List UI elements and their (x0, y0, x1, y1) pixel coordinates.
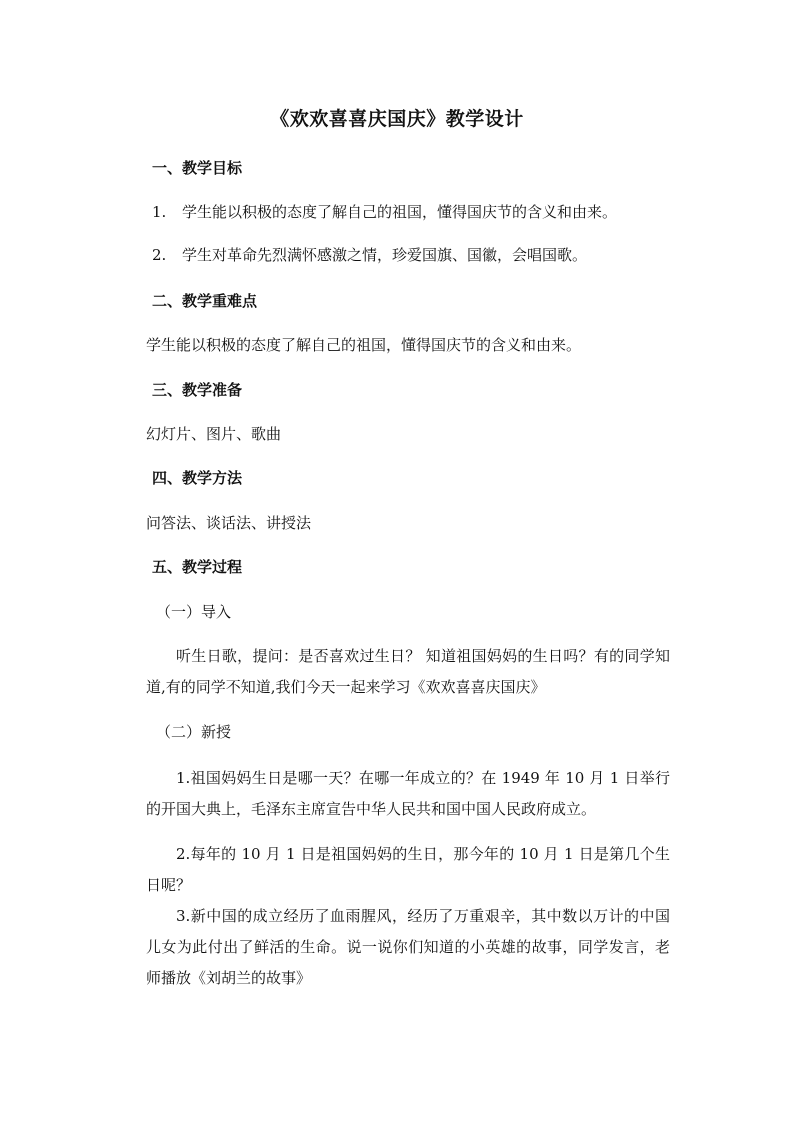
goal-item-text: 学生对革命先烈满怀感激之情，珍爱国旗、国徽，会唱国歌。 (182, 246, 588, 264)
section-heading-key-points: 二、教学重难点 (152, 292, 258, 310)
goal-item-number: 1. (152, 203, 167, 221)
document-title: 《欢欢喜喜庆国庆》教学设计 (270, 108, 524, 130)
goal-item (152, 201, 617, 223)
section-heading-goals: 一、教学目标 (152, 159, 243, 177)
section-heading-preparation: 三、教学准备 (152, 381, 243, 399)
subheading-new-lesson: （二）新授 (156, 723, 232, 741)
new-lesson-paragraph-3: 3.新中国的成立经历了血雨腥风，经历了万重艰辛，其中数以万计的中国儿女为此付出了鲜活的生命。说一说你们知道的小英雄的故事，同学发言，老师播放《刘胡兰的故事》 (146, 907, 670, 987)
new-lesson-paragraph-1: 1.祖国妈妈生日是哪一天？在哪一年成立的？在 1949 年 10 月 1 日举行的开国大典上，毛泽东主席宣告中华人民共和国中国人民政府成立。 (146, 769, 670, 818)
goal-item (152, 244, 587, 266)
section-heading-process: 五、教学过程 (152, 558, 243, 576)
intro-paragraph: 听生日歌，提问：是否喜欢过生日？ 知道祖国妈妈的生日吗？有的同学知道,有的同学不知道,我们今天一起来学习《欢欢喜喜庆国庆》 (146, 647, 670, 696)
goal-item-number: 2. (152, 246, 167, 264)
key-points-text: 学生能以积极的态度了解自己的祖国，懂得国庆节的含义和由来。 (146, 336, 582, 354)
subheading-intro: （一）导入 (156, 603, 232, 621)
section-heading-methods: 四、教学方法 (152, 469, 243, 487)
goal-item-text: 学生能以积极的态度了解自己的祖国，懂得国庆节的含义和由来。 (182, 203, 618, 221)
preparation-text: 幻灯片、图片、歌曲 (146, 425, 282, 443)
methods-text: 问答法、谈话法、讲授法 (146, 514, 312, 532)
new-lesson-paragraph-2: 2.每年的 10 月 1 日是祖国妈妈的生日，那今年的 10 月 1 日是第几个生日呢？ (146, 845, 670, 894)
